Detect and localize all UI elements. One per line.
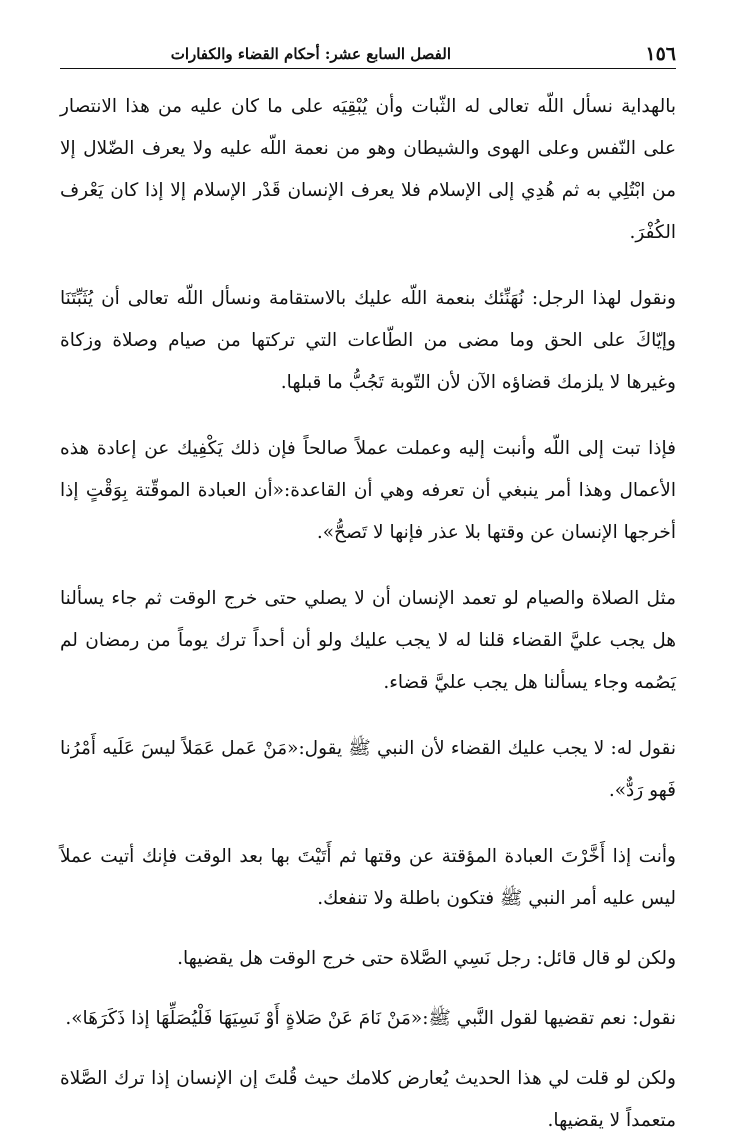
paragraph-4: مثل الصلاة والصيام لو تعمد الإنسان أن لا يصلي حتى خرج الوقت ثم جاء يسألنا هل يجب عليَّ القضاء قلنا له لا يجب عليك ولو أن أحداً ترك يوماً من رمضان لم يَصُمه وجاء يسألنا هل يجب عليَّ قضاء. [60,588,676,693]
paragraph-8: نقول: نعم تقضيها لقول النَّبي ﷺ:«مَنْ نَامَ عَنْ صَلاةٍ أَوْ نَسِيَهَا فَلْيُصَلِّهَا إذا ذَكَرَهَا». [65,1008,676,1029]
paragraph-3: فإذا تبت إلى اللّه وأنبت إليه وعملت عملاً صالحاً فإن ذلك يَكْفِيك عن إعادة هذه الأعمال وهذا أمر ينبغي أن تعرفه وهي أن القاعدة:«أن العبادة الموقّتة بِوَقْتٍ إذا أخرجها الإنسان عن وقتها بلا عذر فإنها لا تَصحُّ». [60,438,676,543]
page-header [60,38,676,72]
page-body [60,86,676,1142]
header-divider [60,68,676,69]
paragraph-1: بالهداية نسأل اللّه تعالى له الثّبات وأن يُبْقِيَه على ما كان عليه من هذا الانتصار على النّفس وعلى الهوى والشيطان وهو من نعمة اللّه عليه ولا يعرف الضّلال إلا من ابْتُلِي به ثم هُدِي إلى الإسلام فلا يعرف الإنسان قَدْر الإسلام إلا إذا كان يَعْرف الكُفْرَ. [60,96,676,243]
paragraph-6: وأنت إذا أَخَّرْتَ العبادة المؤقتة عن وقتها ثم أَتَيْتَ بها بعد الوقت فإنك أتيت عملاً ليس عليه أمر النبي ﷺ فتكون باطلة ولا تنفعك. [60,846,676,909]
paragraph-2: ونقول لهذا الرجل: نُهَنِّئك بنعمة اللّه عليك بالاستقامة ونسأل اللّه تعالى أن يُثَبِّتَنَا وإيّاكَ على الحق وما مضى من الطّاعات التي تركتها من صيام وصلاة وزكاة وغيرها لا يلزمك قضاؤه الآن لأن التّوبة تَجُبُّ ما قبلها. [60,288,676,393]
chapter-running-title: الفصل السابع عشر: أحكام القضاء والكفارات [170,45,451,63]
page-number: ١٥٦ [645,43,676,65]
paragraph-5: نقول له: لا يجب عليك القضاء لأن النبي ﷺ يقول:«مَنْ عَمل عَمَلاً ليسَ عَلَيه أَمْرُنا فَهو رَدٌّ». [60,738,676,801]
paragraph-9: ولكن لو قلت لي هذا الحديث يُعارض كلامك حيث قُلتَ إن الإنسان إذا ترك الصَّلاة متعمداً لا يقضيها. [60,1068,676,1131]
paragraph-7: ولكن لو قال قائل: رجل نَسِي الصَّلاة حتى خرج الوقت هل يقضيها. [177,948,676,969]
